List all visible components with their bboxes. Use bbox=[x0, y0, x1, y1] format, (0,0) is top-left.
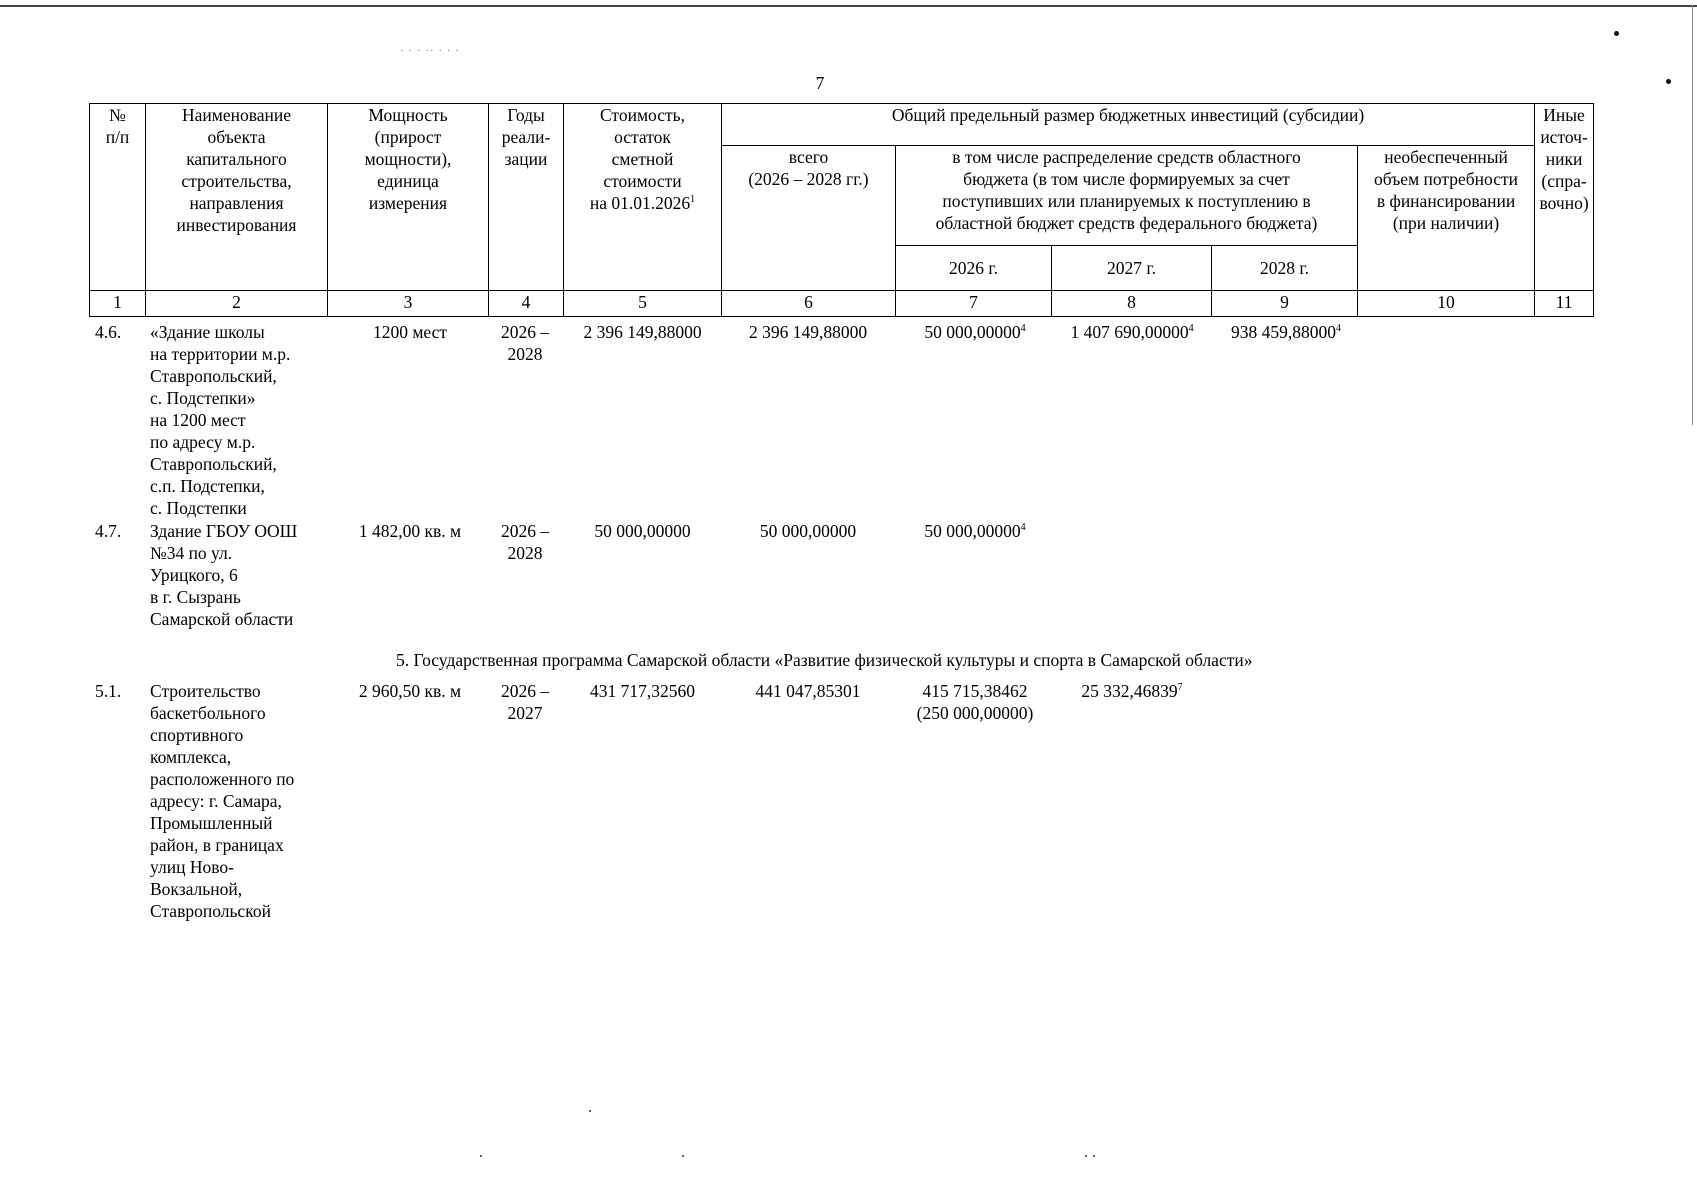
footnote-ref: 4 bbox=[1188, 323, 1194, 334]
header-other-sources-text: Иные источ- ники (спра- вочно) bbox=[1539, 105, 1589, 213]
capacity: 1200 мест bbox=[372, 322, 448, 342]
scan-speck bbox=[480, 1155, 482, 1157]
amount-2026-value: 50 000,00000 bbox=[924, 521, 1021, 541]
header-name-text: Наименование объекта капитального строительства, направления инвестирования bbox=[176, 105, 297, 235]
header-total bbox=[722, 146, 896, 291]
footnote-ref: 4 bbox=[1020, 522, 1026, 533]
scan-speck bbox=[1093, 1155, 1095, 1157]
header-capacity-text: Мощность (прирост мощности), единица измерения bbox=[364, 105, 452, 213]
header-name bbox=[146, 104, 328, 291]
row-number: 4.7. bbox=[95, 521, 122, 541]
column-number: 5 bbox=[564, 291, 722, 317]
amount-2026 bbox=[895, 321, 1055, 343]
header-subgroup-text: в том числе распределение средств областного бюджета (в том числе формируемых за счет поступивших или планируемых к поступлению в областной бюджет средств федерального бюджета) bbox=[935, 147, 1318, 233]
section-title: 5. Государственная программа Самарской области «Развитие физической культуры и спорта в Самарской области» bbox=[396, 650, 1253, 670]
header-group-text: Общий предельный размер бюджетных инвестиций (субсидии) bbox=[891, 105, 1365, 125]
object-name: «Здание школы на территории м.р. Ставропольский, с. Подстепки» на 1200 мест по адресу м.р. Ставропольский, с.п. Подстепки, с. Подстепки bbox=[150, 322, 291, 518]
cost: 2 396 149,88000 bbox=[583, 322, 702, 342]
scan-right-border bbox=[1692, 5, 1693, 425]
row-number: 5.1. bbox=[95, 681, 122, 701]
header-unfunded-text: необеспеченный объем потребности в финансировании (при наличии) bbox=[1374, 147, 1519, 233]
scan-speck bbox=[1085, 1155, 1087, 1157]
years: 2026 – 2028 bbox=[500, 521, 550, 563]
amount-2026-value: 50 000,00000 bbox=[924, 322, 1021, 342]
capacity: 2 960,50 кв. м bbox=[358, 681, 462, 701]
total: 2 396 149,88000 bbox=[748, 322, 868, 342]
scan-marks: · · · ·· · · · bbox=[400, 45, 460, 57]
amount-2027 bbox=[1048, 321, 1216, 343]
footnote-ref: 4 bbox=[1336, 323, 1341, 334]
header-cost-footnote: 1 bbox=[690, 194, 696, 205]
header-capacity bbox=[328, 104, 489, 291]
row-number: 4.6. bbox=[95, 322, 122, 342]
capacity: 1 482,00 кв. м bbox=[358, 521, 462, 541]
header-subgroup bbox=[896, 146, 1358, 246]
header-year-2027: 2027 г. bbox=[1052, 246, 1212, 291]
column-number: 4 bbox=[489, 291, 564, 317]
header-unfunded bbox=[1358, 146, 1535, 291]
total: 50 000,00000 bbox=[759, 521, 857, 541]
amount-2027-value: 1 407 690,00000 bbox=[1070, 322, 1189, 342]
scan-speck bbox=[682, 1155, 684, 1157]
header-years bbox=[489, 104, 564, 291]
amount-2028 bbox=[1210, 321, 1362, 343]
column-number: 11 bbox=[1535, 291, 1594, 317]
amount-2027-value: 25 332,46839 bbox=[1081, 681, 1178, 701]
amount-2027 bbox=[1048, 680, 1216, 702]
footnote-ref: 7 bbox=[1177, 682, 1183, 693]
scan-speck bbox=[589, 1110, 591, 1112]
header-group bbox=[722, 104, 1535, 146]
column-number: 10 bbox=[1358, 291, 1535, 317]
object-name: Здание ГБОУ ООШ №34 по ул. Урицкого, 6 в г. Сызрань Самарской области bbox=[150, 521, 298, 629]
amount-2028-value: 938 459,88000 bbox=[1231, 322, 1336, 342]
column-number: 6 bbox=[722, 291, 896, 317]
header-total-text: всего (2026 – 2028 гг.) bbox=[748, 147, 869, 189]
object-name: Строительство баскетбольного спортивного комплекса, расположенного по адресу: г. Самара, Промышленный район, в границах улиц Ново- Вокзальной, Ставропольской bbox=[150, 681, 295, 921]
column-number-row bbox=[90, 291, 1594, 317]
years: 2026 – 2027 bbox=[500, 681, 550, 723]
scan-dot bbox=[1666, 79, 1671, 84]
column-number: 1 bbox=[90, 291, 146, 317]
footnote-ref: 4 bbox=[1020, 323, 1026, 334]
column-number: 2 bbox=[146, 291, 328, 317]
header-num bbox=[90, 104, 146, 291]
amount-2026: 415 715,38462 (250 000,00000) bbox=[916, 681, 1034, 723]
scan-top-border bbox=[0, 5, 1697, 7]
header-cost-text: Стоимость, остаток сметной стоимости на 01.01.2026 bbox=[589, 105, 691, 213]
header-year-2026: 2026 г. bbox=[896, 246, 1052, 291]
years: 2026 – 2028 bbox=[500, 322, 550, 364]
header-years-text: Годы реали- зации bbox=[501, 105, 551, 169]
column-number: 3 bbox=[328, 291, 489, 317]
table-header bbox=[89, 103, 1594, 317]
total: 441 047,85301 bbox=[755, 681, 861, 701]
column-number: 8 bbox=[1052, 291, 1212, 317]
column-number: 7 bbox=[896, 291, 1052, 317]
cost: 431 717,32560 bbox=[590, 681, 695, 701]
amount-2026 bbox=[895, 520, 1055, 542]
header-year-2028: 2028 г. bbox=[1212, 246, 1358, 291]
cost: 50 000,00000 bbox=[594, 521, 691, 541]
header-num-text: № п/п bbox=[105, 105, 130, 147]
scan-dot bbox=[1614, 31, 1619, 36]
header-other-sources bbox=[1535, 104, 1594, 291]
header-cost bbox=[564, 104, 722, 291]
page-number: 7 bbox=[815, 73, 825, 93]
column-number: 9 bbox=[1212, 291, 1358, 317]
